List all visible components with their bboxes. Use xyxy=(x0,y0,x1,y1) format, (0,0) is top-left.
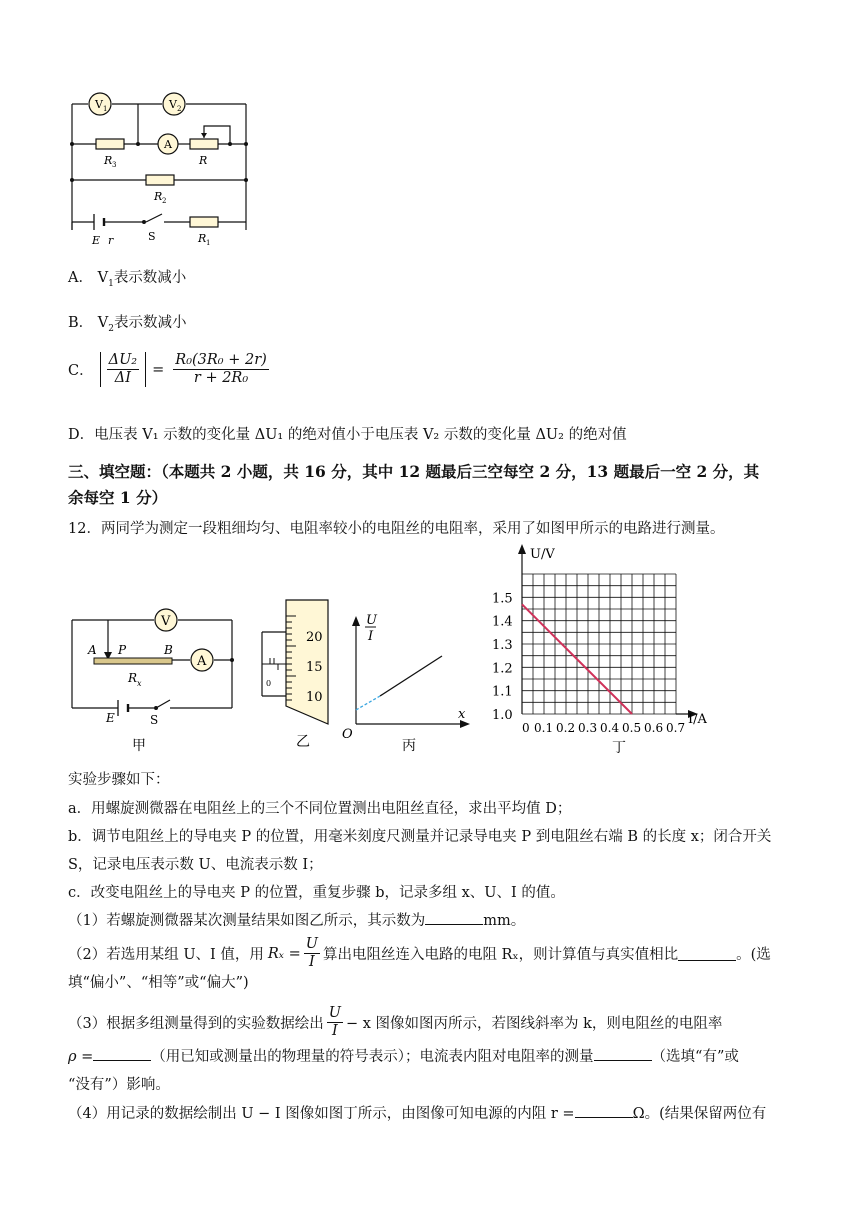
ammeter-label: A xyxy=(164,138,172,151)
r2-sub: 2 xyxy=(162,197,167,205)
step-a: a．用螺旋测微器在电阻丝上的三个不同位置测出电阻丝直径，求出平均值 D； xyxy=(68,801,572,817)
q12-part3-line3: “没有”）影响。 xyxy=(68,1077,170,1093)
x-tick-label: 0.4 xyxy=(600,721,620,735)
answer-blank-1[interactable] xyxy=(425,910,483,925)
bing-y-num: U xyxy=(366,613,377,628)
yi-tick-10: 10 xyxy=(306,690,323,705)
q12-part4: （4）用记录的数据绘制出 U − I 图像如图丁所示，由图像可知电源的内阻 r = Ω。(结果保留两位有 xyxy=(68,1102,766,1123)
y-tick-label: 1.1 xyxy=(492,684,513,700)
x-tick-label: 0.5 xyxy=(622,721,642,735)
jia-point-p: P xyxy=(118,643,127,657)
bing-y-den: I xyxy=(368,629,374,644)
origin-label: 1.0 xyxy=(492,708,513,723)
q12-intro: 12．两同学为测定一段粗细均匀、电阻率较小的电阻丝的电阻率，采用了如图甲所示的电路进行测量。 xyxy=(68,521,725,537)
jia-voltmeter-label: V xyxy=(161,614,171,629)
v1-label: V xyxy=(95,98,103,111)
option-c: C． $\frac{\text{ΔU₂}}{\Delta I}$ = $\frac{\text{R₀(3R₀ + 2r)}}{\text{r + 2R₀}}$ xyxy=(68,352,267,386)
rheostat-label: R xyxy=(199,154,208,167)
emf-label: E xyxy=(92,234,101,247)
jia-point-a: A xyxy=(88,643,97,657)
r3-sub: 3 xyxy=(112,161,117,169)
steps-title: 实验步骤如下： xyxy=(68,772,170,788)
y-tick-label: 1.4 xyxy=(492,614,513,630)
figure-yi-micrometer xyxy=(256,596,336,754)
bing-caption: 丙 xyxy=(402,738,416,754)
option-d: D．电压表 V₁ 示数的变化量 ΔU₁ 的绝对值小于电压表 V₂ 示数的变化量 ΔU₂ 的绝对值 xyxy=(68,427,627,443)
yi-zero-label: 0 xyxy=(266,679,272,688)
q12-part2-line2: 填“偏小”、“相等”或“偏大”) xyxy=(68,975,249,991)
q12-part3-line2: ρ = （用已知或测量出的物理量的符号表示）；电流表内阻对电阻率的测量 （选填“有”或 xyxy=(68,1045,739,1066)
option-b: B． $V_2$表示数减小 xyxy=(68,315,187,334)
answer-blank-2[interactable] xyxy=(678,946,736,961)
q12-part3: （3）根据多组测量得到的实验数据绘出 $\frac{U}{I}$ − x 图像如图丙所示，若图线斜率为 k，则电阻丝的电阻率 xyxy=(68,1005,723,1039)
bing-origin: O xyxy=(342,727,353,742)
bing-x-label: x xyxy=(458,707,466,722)
step-c: c．改变电阻丝上的导电夹 P 的位置，重复步骤 b，记录多组 x、U、I 的值。 xyxy=(68,885,565,901)
jia-caption: 甲 xyxy=(132,738,146,754)
circuit-diagram-q11 xyxy=(66,92,256,252)
switch-label: S xyxy=(148,230,156,243)
step-b-line2: S，记录电压表示数 U、电流表示数 I； xyxy=(68,857,323,873)
step-b-line1: b．调节电阻丝上的导电夹 P 的位置，用毫米刻度尺测量并记录导电夹 P 到电阻丝右端 B 的长度 x；闭合开关 xyxy=(68,829,772,845)
y-axis-arrow xyxy=(518,544,526,554)
v1-sub: 1 xyxy=(103,105,108,113)
r3-label: R xyxy=(104,154,113,167)
jia-rx-sub: x xyxy=(137,679,142,688)
q12-part1: （1）若螺旋测微器某次测量结果如图乙所示，其示数为 mm。 xyxy=(68,909,525,930)
figure-bing-graph xyxy=(340,610,476,754)
answer-blank-5[interactable] xyxy=(575,1103,633,1118)
x-tick-label: 0 xyxy=(522,721,530,735)
x-tick-label: 0.3 xyxy=(578,721,598,735)
ding-x-axis-label: I/A xyxy=(688,712,707,727)
yi-tick-15: 15 xyxy=(306,660,323,675)
figure-ding-chart xyxy=(488,540,720,754)
x-tick-label: 0.7 xyxy=(666,721,686,735)
r1-sub: 1 xyxy=(206,239,211,247)
section-title-line1: 三、填空题：（本题共 2 小题，共 16 分，其中 12 题最后三空每空 2 分，13 题最后一空 2 分，其 xyxy=(68,462,760,481)
x-tick-label: 0.2 xyxy=(556,721,576,735)
section-title-line2: 余每空 1 分） xyxy=(68,488,168,507)
jia-rx-label: R xyxy=(128,671,138,685)
jia-emf-label: E xyxy=(106,711,115,725)
jia-switch-label: S xyxy=(150,713,159,727)
answer-blank-3[interactable] xyxy=(93,1046,151,1061)
y-tick-label: 1.3 xyxy=(492,638,513,653)
ding-y-axis-label: U/V xyxy=(530,547,555,562)
x-tick-label: 0.6 xyxy=(644,721,664,735)
answer-blank-4[interactable] xyxy=(594,1046,652,1061)
r2-label: R xyxy=(154,190,163,203)
v2-sub: 2 xyxy=(177,105,182,113)
r1-label: R xyxy=(198,232,207,245)
q12-part2: （2）若选用某组 U、I 值，用 Rₓ = $\frac{U}{I}$ 算出电阻丝连入电路的电阻 Rₓ，则计算值与真实值相比 。(选 xyxy=(68,936,771,970)
yi-caption: 乙 xyxy=(296,734,310,750)
y-tick-label: 1.2 xyxy=(492,661,513,677)
internal-r-label: r xyxy=(108,234,114,247)
jia-ammeter-label: A xyxy=(197,654,207,669)
option-a: A． $V_1$表示数减小 xyxy=(68,270,187,289)
y-tick-label: 1.5 xyxy=(492,591,513,607)
x-tick-label: 0.1 xyxy=(534,721,554,735)
yi-tick-20: 20 xyxy=(306,630,323,645)
jia-point-b: B xyxy=(164,643,173,657)
figure-jia-circuit xyxy=(66,604,238,754)
ding-caption: 丁 xyxy=(612,740,626,754)
v2-label: V xyxy=(169,98,177,111)
